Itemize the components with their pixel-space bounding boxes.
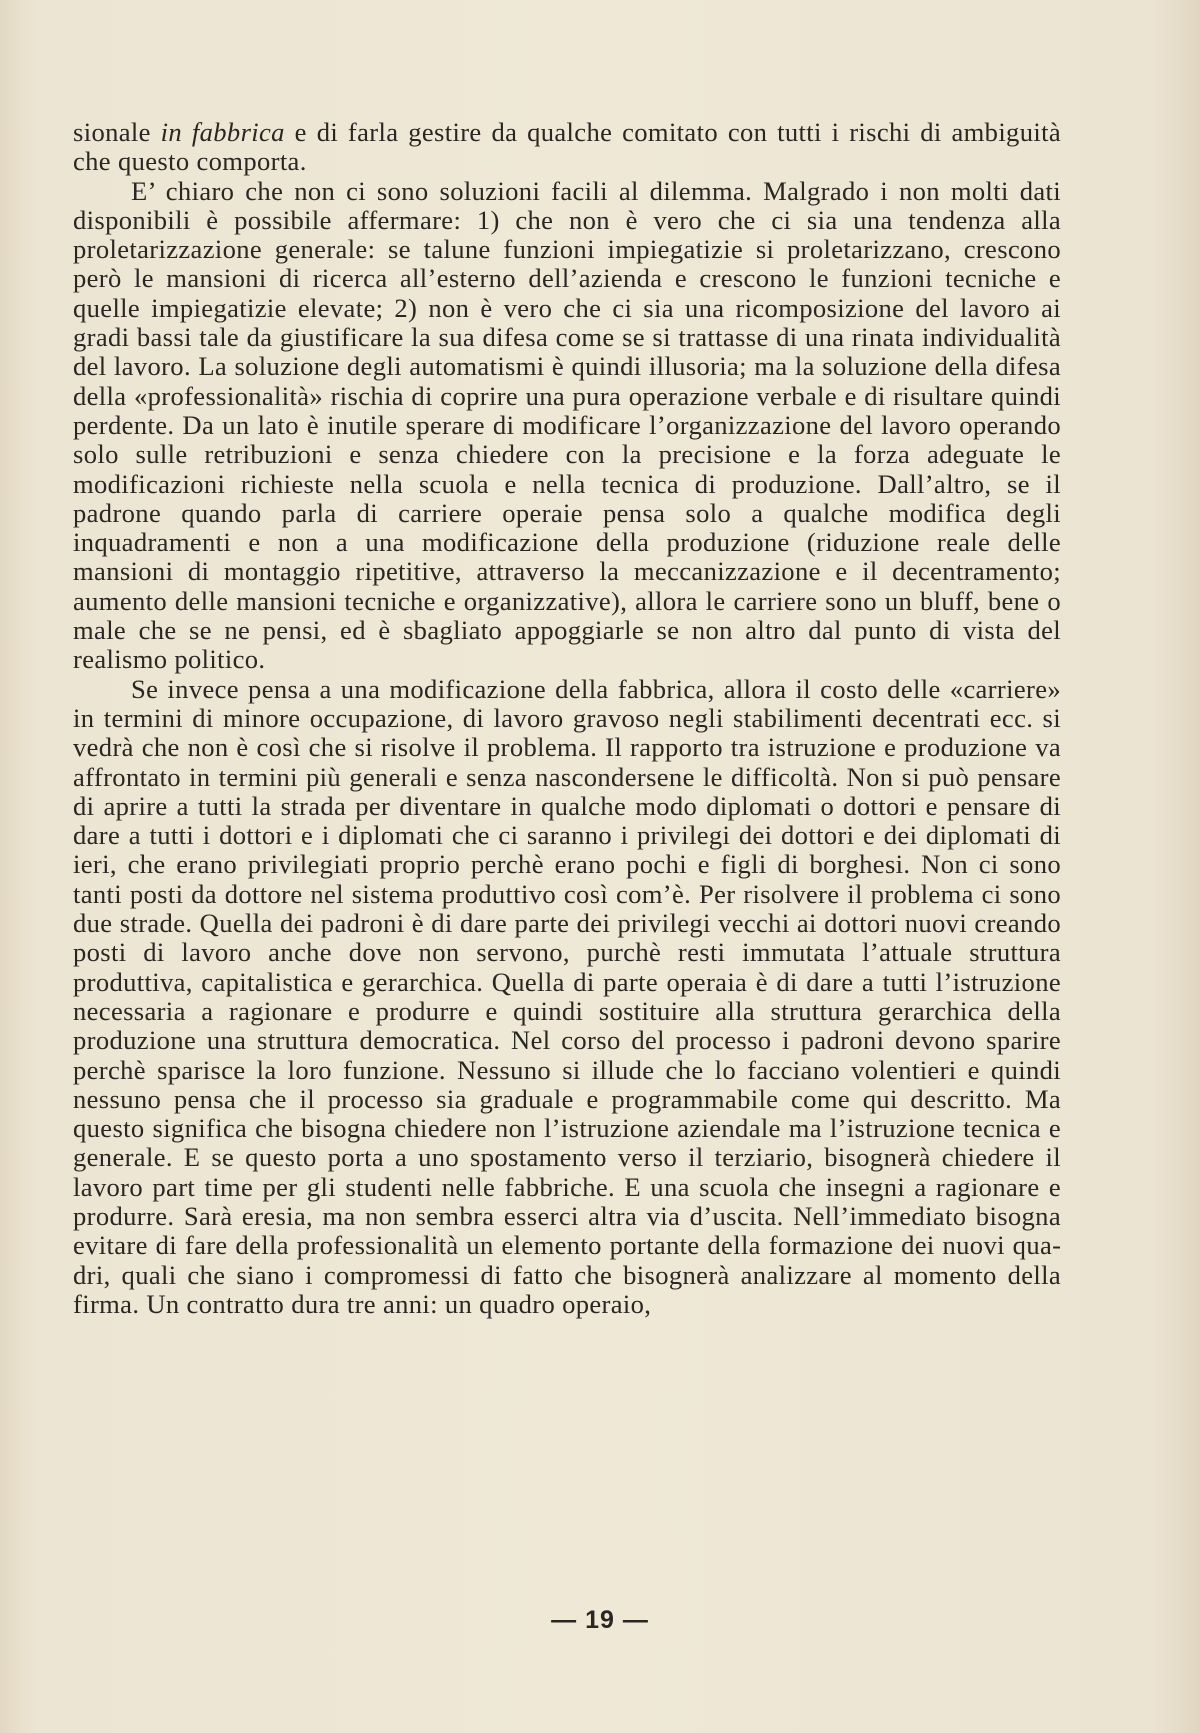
paragraph-continuation [73,118,1061,177]
paragraph-continuation-end: e di farla gestire da qualche comitato con tutti i rischi di ambiguità che questo comporta. [73,117,1061,177]
body-text [73,118,1061,1319]
paragraph-continuation-start: sionale [73,117,161,147]
page-number: — 19 — [551,1606,649,1634]
emphasized-phrase: in fabbrica [160,117,285,147]
paragraph-dilemma: E’ chiaro che non ci sono soluzioni facili al dilemma. Malgrado i non molti dati disponibili è possibile affermare: 1) che non è vero che ci sia una tendenza alla proletarizzazione generale: se talune funzioni impiegatizie si proletarizzano, crescono però le mansioni di ricerca all’esterno dell’azienda e crescono le funzioni tecniche e quelle impiegatizie elevate; 2) non è vero che ci sia una ricomposizione del lavoro ai gradi bassi tale da giustificare la sua difesa come se si trattasse di una rinata individualità del lavoro. La soluzione degli automatismi è quindi illusoria; ma la soluzione della difesa della «professionalità» rischia di coprire una pura operazione verbale e di risultare quindi perdente. Da un lato è inutile sperare di modificare l’organizzazione del lavoro operando solo sulle retribuzioni e senza chiedere con la precisione e la forza adeguate le modificazioni richieste nella scuola e nella tecnica di produzione. Dall’altro, se il padrone quando parla di carriere operaie pensa solo a qualche modifica degli inquadramenti e non a una modificazione della produzione (riduzione reale delle mansioni di montaggio ripetitive, attraverso la meccanizzazione e il decentramento; aumento delle mansioni tecniche e organizzative), allora le carriere sono un bluff, bene o male che se ne pensi, ed è sbagliato appoggiarle se non altro dal punto di vista del realismo politico. [73,175,1061,675]
paragraph-factory: Se invece pensa a una modificazione della fabbrica, allora il costo delle «carriere» in termini di minore occupazione, di lavoro gravoso negli stabilimenti decentrati ecc. si vedrà che non è così che si risolve il problema. Il rapporto tra istruzione e produzione va affrontato in termini più generali e senza nascondersene le difficoltà. Non si può pensare di aprire a tutti la strada per diventare in qualche modo diplomati o dottori e pensare di dare a tutti i dottori e i diplomati che ci saranno i privilegi dei dottori e dei diplomati di ieri, che erano privilegiati proprio perchè erano pochi e figli di borghesi. Non ci sono tanti posti da dottore nel sistema produttivo così com’è. Per risolvere il problema ci sono due strade. Quella dei padroni è di dare parte dei privilegi vecchi ai dottori nuovi creando posti di lavoro anche dove non servono, purchè resti immutata l’attuale struttura produttiva, capitalistica e gerarchica. Quella di parte operaia è di dare a tutti l’istruzione necessaria a ragionare e produrre e quindi sostituire alla struttura gerarchica della produzione una struttura democratica. Nel corso del processo i padroni devono sparire perchè sparisce la loro funzione. Nessuno si illude che lo facciano volentieri e quindi nessuno pensa che il processo sia graduale e programmabile come qui descritto. Ma questo significa che bisogna chiedere non l’istruzione aziendale ma l’istruzione tecnica e generale. E se questo porta a uno spostamento verso il terziario, bisognerà chiedere il lavoro part time per gli studenti nelle fabbriche. E una scuola che insegni a ragionare e produrre. Sarà eresia, ma non sembra esserci altra via d’uscita. Nell’immediato bisogna evitare di fare della professionalità un elemento portante della formazione dei nuovi quadri, quali che siano i compromessi di fatto che bisognerà analizzare al momento della firma. Un contratto dura tre anni: un quadro operaio, [73,673,1061,1319]
